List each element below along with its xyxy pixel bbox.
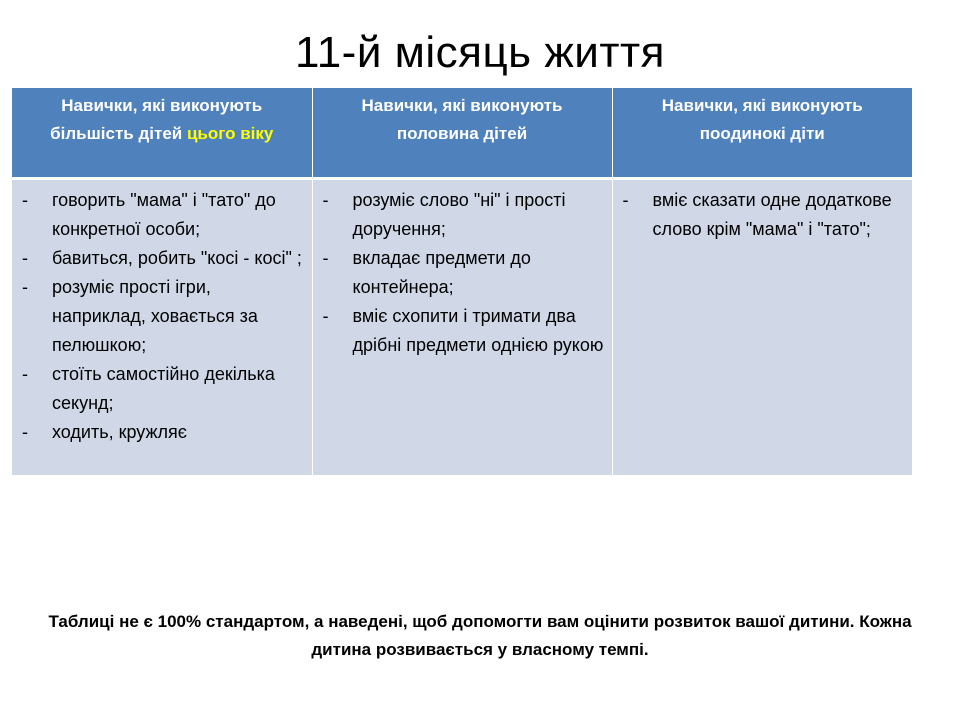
header-half-children-text: Навички, які виконують половина дітей [361,96,563,143]
column-most-children [12,178,312,475]
header-most-children [12,88,312,178]
list-item: - вміє сказати одне додаткове слово крім "мама" і "тато"; [619,186,905,244]
column-half-children [312,178,612,475]
list-half-children [319,186,604,360]
header-most-children-text: Навички, які виконують більшість дітей [50,96,263,143]
list-item: - стоїть самостійно декілька секунд; [18,360,304,418]
header-half-children [312,88,612,178]
list-few-children [619,186,905,244]
column-few-children [612,178,912,475]
table-header-row [12,88,912,178]
table-body-row [12,178,912,475]
list-item: - вкладає предмети до контейнера; [319,244,604,302]
footer-note: Таблиці не є 100% стандартом, а наведені, щоб допомогти вам оцінити розвиток вашої дитини. Кожна дитина розвивається у власному темпі. [48,612,912,659]
list-most-children [18,186,304,447]
header-few-children-text: Навички, які виконують поодинокі діти [661,96,863,143]
list-item: - говорить "мама" і "тато" до конкретної особи; [18,186,304,244]
list-item: - ходить, кружляє [18,418,304,447]
header-few-children [612,88,912,178]
skills-table [12,88,912,475]
list-item: - розуміє прості ігри, наприклад, ховається за пелюшкою; [18,273,304,360]
list-item: - розуміє слово "ні" і прості доручення; [319,186,604,244]
header-highlight-text: цього віку [186,124,274,143]
list-item: - бавиться, робить "косі - косі" ; [18,244,304,273]
list-item: - вміє схопити і тримати два дрібні предмети однією рукою [319,302,604,360]
slide-title: 11-й місяць життя [295,28,665,77]
